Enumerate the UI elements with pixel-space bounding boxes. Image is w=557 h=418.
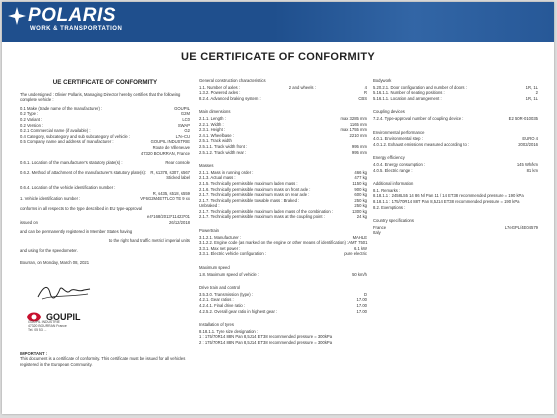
bodywork-section (373, 85, 538, 102)
field-label: 2.1.5. Technically permissible maximum laden mass : (199, 180, 298, 186)
additional-section (373, 188, 538, 210)
field-label: 3.5.3.0. Transmission (type) : (199, 291, 253, 297)
field-value: 145 Wh/km (516, 161, 538, 167)
field-mid: 2 and wheels : (288, 84, 316, 90)
field-value: 4 (364, 84, 367, 90)
field-value: MAHLE (352, 234, 367, 240)
field-label: 2.1.7. Technically permissible maximum laden mass of the combination : (199, 208, 333, 214)
field-value: LC0 (182, 116, 190, 122)
section-title: Environmental performance (373, 129, 425, 135)
country-section (373, 225, 538, 236)
field-label: 8.1. Remarks : (373, 187, 401, 193)
field-label: 3.3.1. Electric vehicle configuration : (199, 251, 267, 257)
field-value: pure electric (344, 251, 367, 257)
field-label: 0.6.4. Location of the vehicle identification number : (20, 184, 116, 190)
field-value: 1150 kg (352, 180, 367, 186)
field-value: E2 50R-010035 (508, 115, 538, 121)
field-value: Rear console (165, 160, 190, 166)
field-label: 2.3.1. Height : (199, 127, 226, 133)
field-label: 8.18.1.1 : 2458L55 14 86 Nl Pan 11 / 14 ET38 recommended pressure = 190 kPa (373, 193, 524, 199)
conformity-statement: conforms in all respects to the type described in EU type-approval (20, 205, 142, 211)
field-label: 2.5.1.1. Track width front : (199, 143, 248, 149)
field-value: 900 kg (354, 186, 367, 192)
field-label: 2.1.7. Technically permissible towable mass : Braked : (199, 197, 300, 203)
field-label: 0.6.1. Location of the manufacturer's statutory plate(s) : (20, 160, 123, 166)
field-label: 4.0.5. Electric range : (373, 167, 413, 173)
field-value: 995 mm (351, 143, 367, 149)
header-banner (2, 2, 554, 42)
field-value: max 3285 mm (340, 115, 367, 121)
field-label: 7.2.4. Type-approval number of coupling device : (373, 115, 464, 121)
company-stamp (28, 320, 88, 333)
section-title: Main dimensions (199, 109, 231, 115)
field-value: G2M (180, 111, 190, 117)
field-value: 1165 mm (349, 121, 367, 127)
field-label: 4.2.5.2. Overall gear ratio in highest gear : (199, 308, 278, 314)
field-value: SWAP (177, 122, 190, 128)
field-label: 2.5.1.2. Track width rear : (199, 149, 247, 155)
polaris-logo-subtitle: WORK & TRANSPORTATION (30, 26, 123, 32)
field-label: 5.16.1.1. Location and arrangement : (373, 95, 442, 101)
field-value: L7e-CU (175, 133, 190, 139)
field-label: 0.2 Variant : (20, 116, 43, 122)
section-title: Drive train and control (199, 285, 240, 291)
field-value: 250 kg (354, 203, 367, 209)
section-title: Bodywork (373, 78, 392, 83)
field-label: 3.1.2.2. Engine code (as marked on the engine or other means of identification) : (199, 240, 349, 246)
important-note (20, 351, 190, 367)
section-title: General construction characteristics (199, 78, 266, 83)
field-label: 4.0.1.2. Exhaust emissions measured according to : (373, 141, 470, 147)
manufacturer-address-2: 47320 BOURRAN, France (140, 150, 190, 156)
field-label: Italy (373, 230, 381, 236)
field-label: France (373, 224, 387, 230)
place-date: Bourran, on Monday, March 08, 2021 (20, 260, 90, 266)
tyre-line: 1 : 175/70R14 88N Pan 8,5J14 ET38 recommended pressure = 300kPa (199, 334, 333, 340)
field-label: 2.5.1. Track width (199, 138, 232, 144)
goupil-name: GOUPIL (46, 312, 81, 322)
issued-on-label: issued on (20, 219, 38, 225)
field-label: 1.1. Number of axles : (199, 84, 240, 90)
masses-section (199, 170, 367, 220)
field-label: 1. Vehicle identification number : (20, 196, 81, 202)
section-title: Country specifications (373, 218, 414, 224)
plate-method-value: Sticked label (166, 175, 190, 181)
speedometer-text: and using for the speedometer. (20, 247, 78, 253)
field-label: 0.6.2. Method of attachment of the manufacturer's statutory plate(s): (20, 169, 147, 175)
field-label: 5.20.2.1. Door configuration and number of doors : (373, 84, 467, 90)
general-section (199, 85, 367, 102)
section-title: Coupling devices (373, 109, 405, 115)
field-value: R (363, 90, 367, 96)
field-value: CBS (358, 95, 367, 101)
field-value: 477 kg (354, 175, 367, 181)
field-label: 2.1.1. Mass in running order : (199, 169, 254, 175)
field-value: L7eGPL/4E04579 (504, 224, 538, 230)
field-label: 4.0.4. Energy consumption : (373, 161, 426, 167)
field-label: 1.8. Maximum speed of vehicle : (199, 271, 260, 277)
field-label: 8.2. Exemptions : (373, 204, 406, 210)
field-value: R, s1378, s307, s567 (150, 169, 190, 175)
vin-location-value: R, s435, s518, s559 (152, 190, 190, 196)
field-value: AMT 7501 (348, 240, 368, 246)
field-value: GOUPIL (174, 105, 190, 111)
field-label: 4.0.1. Environmental step : (373, 136, 423, 142)
field-value: 2210 mm (349, 132, 367, 138)
drive-section (199, 292, 367, 314)
field-value: 17.00 (356, 303, 367, 308)
section-title: Maximum speed (199, 265, 230, 271)
field-label: Unbraked : (199, 203, 220, 209)
left-subtitle: UE CERTIFICATE OF CONFORMITY (52, 79, 158, 86)
field-value: G2 (184, 128, 190, 134)
field-label: 0.2 Type : (20, 111, 39, 117)
powertrain-section (199, 235, 367, 257)
field-value: 24 kg (356, 214, 367, 220)
section-title: Powertrain (199, 228, 220, 234)
field-label: 2.1.1. Length : (199, 115, 226, 121)
page-title: UE CERTIFICATE OF CONFORMITY (181, 51, 375, 63)
registration-text: and can be permanently registered in Member States having (20, 229, 133, 235)
field-label: 0.1 Make (trade name of the manufacturer) : (20, 105, 103, 111)
plate-method-row (20, 170, 190, 176)
field-value: 1R, 1L (525, 95, 538, 101)
field-label: 0.5 Company name and address of manufacturer : (20, 139, 114, 145)
registration-side-text: to the right hand traffic metric/ imperial units (108, 238, 190, 244)
section-title: Masses (199, 163, 214, 169)
field-label: 8.18.1.1 : 175/70R14 88T Pan 8,5J14 ET38 recommended pressure = 190 kPa (373, 198, 520, 204)
field-value: 6.1 kW (353, 245, 367, 251)
stamp-line: Tel. 05 53 ... (28, 328, 47, 333)
section-title: Installation of tyres (199, 322, 234, 328)
field-value: 1300 kg (352, 208, 367, 214)
environment-section (373, 136, 538, 147)
field-value: 2002/2016 (518, 141, 538, 147)
field-value: 2 (535, 90, 538, 96)
polaris-logo-text: POLARIS (28, 5, 116, 26)
vehicle-fields (20, 106, 190, 145)
statutory-plate-row (20, 160, 190, 166)
coupling-section (373, 116, 538, 122)
field-value: 466 kg (354, 169, 367, 175)
important-text: This document is a certificate of conformity. This certificate must be issued for all vehicles registered in the European Community. (20, 356, 186, 367)
right-column (373, 74, 538, 236)
intro-text: The undersigned : Olivier Pollaris, Managing Director hereby certifies that the following complete vehicle : (20, 91, 181, 103)
signature-image (34, 281, 94, 303)
middle-column (199, 74, 367, 346)
field-row (373, 230, 538, 236)
section-title: Energy efficiency (373, 155, 405, 161)
field-label: 4.2.4.1. Final drive ratio : (199, 303, 246, 308)
field-value: 250 kg (354, 197, 367, 203)
stamp-line: GOUPIL INDUSTRIE (28, 320, 60, 324)
field-label: 2.4.1. Wheelbase : (199, 132, 234, 138)
field-label: 5.16.1.1. Number of seating positions : (373, 90, 445, 96)
dimensions-section (199, 116, 367, 155)
field-label: 0.4 Category, subcategory and sub subcategory of vehicle : (20, 133, 131, 139)
field-value: 50 km/h (352, 271, 367, 277)
field-label: 1.3.2. Powered axles : (199, 90, 241, 96)
field-label: 4.2.1. Gear ratios : (199, 297, 234, 303)
tyre-line: 2 : 175/70R14 88N Pan 8,5J14 ET38 recommended pressure = 300kPa (199, 339, 333, 345)
field-label: 2.1.6. Technically permissible maximum mass on front axle : (199, 186, 311, 192)
field-label: 3.3.1. Max net power : (199, 245, 241, 251)
field-value: 1R, 1L (525, 84, 538, 90)
field-value: 600 kg (354, 192, 367, 198)
field-label: 2.1.7. Technically permissible maximum mass at the coupling point : (199, 214, 325, 220)
certificate-sheet (2, 2, 554, 414)
energy-section (373, 162, 538, 173)
field-value: 17.00 (356, 308, 367, 314)
issued-on-date: 26/12/2018 (169, 219, 190, 225)
tyre-line: 8.18.1.1. Tyre size designation : (199, 328, 259, 334)
field-value: VF6G2M4E7TLC0 TE 9 xx (140, 196, 190, 202)
field-label: 3.1.2.1. Manufacturer : (199, 234, 242, 240)
polaris-star-icon (8, 7, 26, 25)
stamp-line: 47320 BOURRAN France (28, 324, 67, 329)
section-title: Additional information (373, 181, 414, 187)
field-label: 2.1.3. Actual mass : (199, 175, 236, 181)
field-value: GOUPIL INDUSTRIE (150, 139, 190, 145)
important-title: IMPORTANT : (20, 351, 48, 356)
approval-number: e4*168/2013*11423*01 (146, 214, 190, 220)
field-value: EURO 4 (522, 136, 538, 142)
field-value: D (363, 291, 367, 297)
field-label: 8.2.4. Advanced braking system : (199, 95, 261, 101)
field-row (373, 116, 538, 122)
left-column (20, 74, 190, 269)
field-label: 0.2 Version : (20, 122, 44, 128)
field-label: 2.1.7. Technically permissible maximum mass on rear axle : (199, 192, 310, 198)
field-label: 2.2.1. Width : (199, 121, 224, 127)
field-label: 0.2.1 Commercial name (if available) : (20, 128, 91, 134)
field-value: 81 km (526, 167, 538, 173)
field-value: max 1755 mm (340, 127, 367, 133)
field-value: 995 mm (351, 149, 367, 155)
field-value: 17.00 (356, 297, 367, 303)
manufacturer-address-1: Route de Villeneuve (152, 144, 190, 150)
